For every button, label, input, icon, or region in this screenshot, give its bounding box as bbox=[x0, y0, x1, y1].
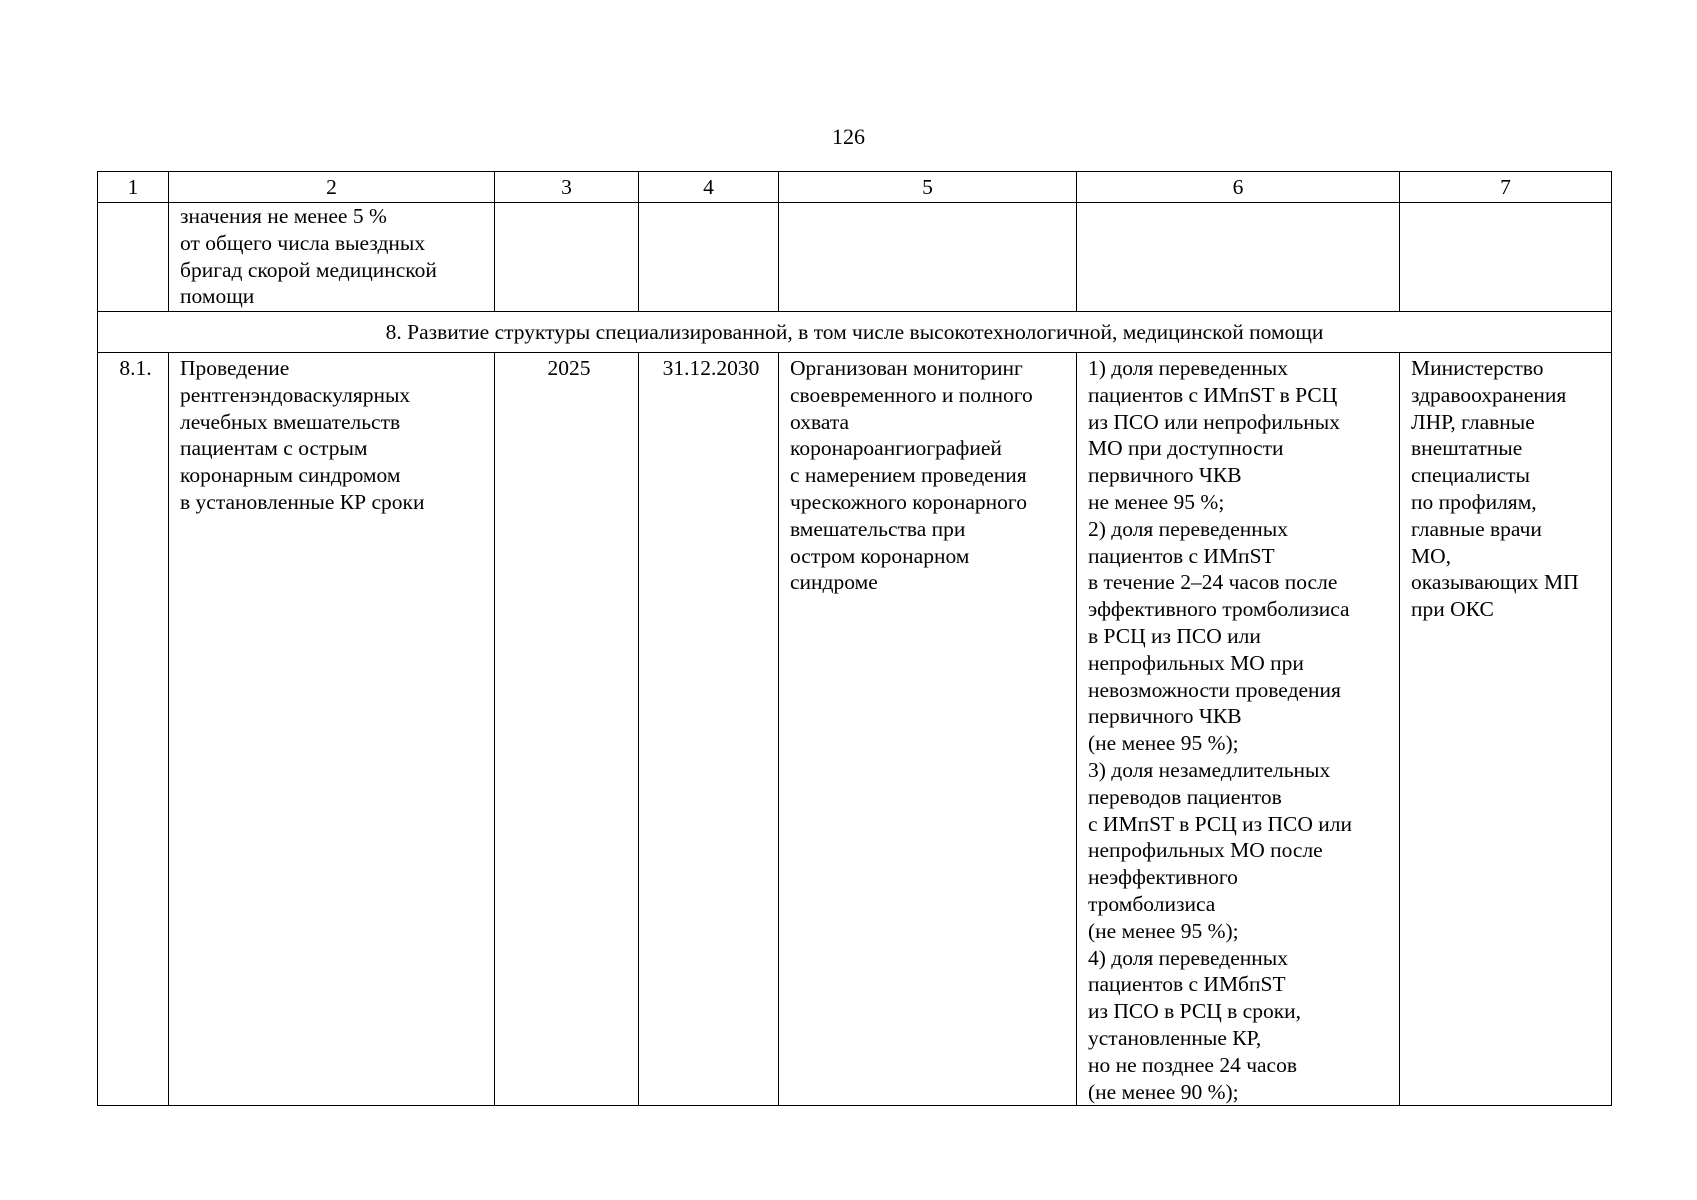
responsible-parties: Министерство здравоохранения ЛНР, главные внештатные специалисты по профилям, главные врачи МО, оказывающих МП при ОКС bbox=[1400, 353, 1612, 1106]
column-number: 2 bbox=[169, 172, 495, 203]
table-cell bbox=[1400, 203, 1612, 312]
column-number: 7 bbox=[1400, 172, 1612, 203]
expected-result: Организован мониторинг своевременного и полного охвата коронароангиографией с намерением проведения чрескожного коронарного вмешательства при остром коронарном синдроме bbox=[779, 353, 1077, 1106]
table-cell bbox=[779, 203, 1077, 312]
column-number: 5 bbox=[779, 172, 1077, 203]
table-row-8-1 bbox=[98, 353, 1612, 1106]
column-number: 3 bbox=[495, 172, 639, 203]
measures-table bbox=[97, 171, 1612, 1106]
page-number: 126 bbox=[832, 124, 865, 149]
column-number: 6 bbox=[1077, 172, 1400, 203]
table-cell bbox=[98, 203, 169, 312]
indicators: 1) доля переведенных пациентов с ИМпST в РСЦ из ПСО или непрофильных МО при доступности первичного ЧКВ не менее 95 %; 2) доля переведенных пациентов с ИМпST в течение 2–24 часов после эффективного тромболизиса в РСЦ из ПСО или непрофильных МО при невозможности проведения первичного ЧКВ (не менее 95 %); 3) доля незамедлительных переводов пациентов с ИМпST в РСЦ из ПСО или непрофильных МО после неэффективного тромболизиса (не менее 95 %); 4) доля переведенных пациентов с ИМбпST из ПСО в РСЦ в сроки, установленные КР, но не позднее 24 часов (не менее 90 %); bbox=[1077, 353, 1400, 1106]
column-number: 1 bbox=[98, 172, 169, 203]
column-number: 4 bbox=[639, 172, 779, 203]
column-number-row bbox=[98, 172, 1612, 203]
table-cell bbox=[495, 203, 639, 312]
measure-description: Проведение рентгенэндоваскулярных лечебных вмешательств пациентам с острым коронарным синдромом в установленные КР сроки bbox=[169, 353, 495, 1106]
row-number: 8.1. bbox=[98, 353, 169, 1106]
section-heading: 8. Развитие структуры специализированной, в том числе высокотехнологичной, медицинской помощи bbox=[98, 312, 1612, 353]
end-date: 31.12.2030 bbox=[639, 353, 779, 1106]
table-cell bbox=[1077, 203, 1400, 312]
section-heading-row bbox=[98, 312, 1612, 353]
continuation-text: значения не менее 5 % от общего числа выездных бригад скорой медицинской помощи bbox=[169, 203, 495, 312]
start-year: 2025 bbox=[495, 353, 639, 1106]
continuation-row bbox=[98, 203, 1612, 312]
table-cell bbox=[639, 203, 779, 312]
